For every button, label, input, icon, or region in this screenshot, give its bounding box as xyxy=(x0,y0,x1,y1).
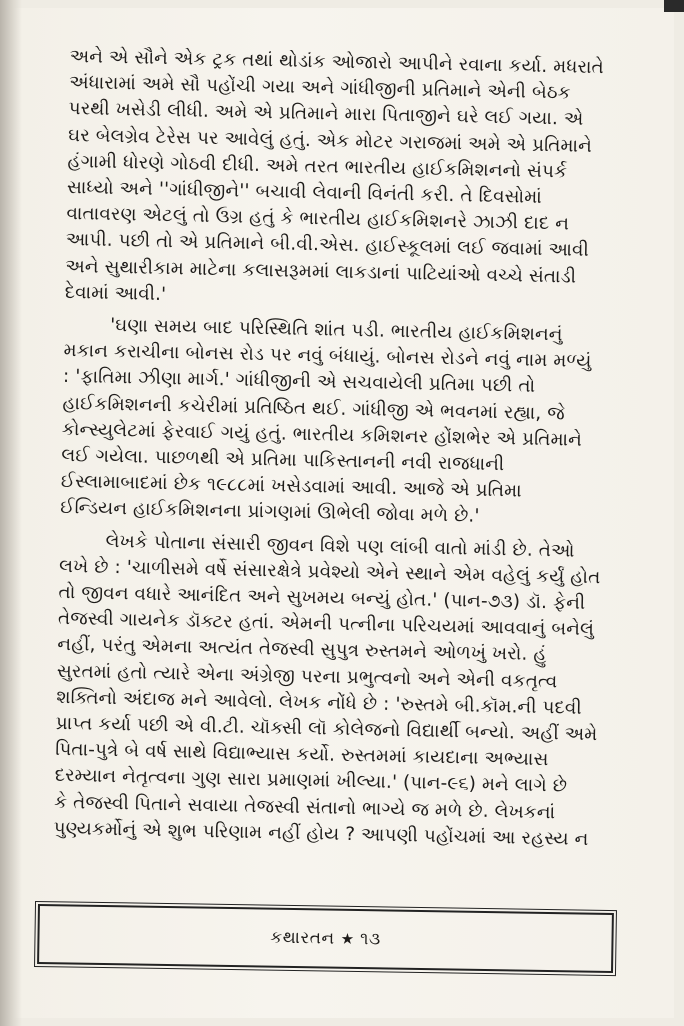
text-line: શક્તિનો અંદાજ મને આવેલો. લેખક નોંધે છે : 'રુસ્તમે બી.કૉમ.ની પદવી xyxy=(56,686,582,719)
text-line: તો જીવન વધારે આનંદિત અને સુખમય બન્યું હોત.' (પાન-૭૩) ડૉ. ફેની xyxy=(58,581,586,614)
text-line: કોન્સ્યુલેટમાં ફેરવાઈ ગયું હતું. ભારતીય કમિશનર હોંશભેર એ પ્રતિમાને xyxy=(61,418,583,451)
text-line: ઈન્ડિયન હાઈકમિશનના પ્રાંગણમાં ઊભેલી જોવા મળે છે.' xyxy=(60,497,480,528)
text-line: દેવામાં આવી.' xyxy=(64,281,167,305)
page-gutter-shadow xyxy=(0,0,22,1026)
page-footer xyxy=(37,904,614,973)
book-title: કથારતન xyxy=(270,927,335,949)
paragraph-start-line: લેખકે પોતાના સંસારી જીવન વિશે પણ લાંબી વાતો માંડી છે. તેઓ xyxy=(105,530,575,562)
text-line: હંગામી ધોરણે ગોઠવી દીધી. અમે તરત ભારતીય હાઈકમિશનનો સંપર્ક xyxy=(67,150,568,183)
text-line: અને સુથારીકામ માટેના કલાસરૂમમાં લાકડાનાં પાટિયાંઓ વચ્ચે સંતાડી xyxy=(65,255,577,288)
text-line: મકાન કરાચીના બોનસ રોડ પર નવું બંધાયું. બોનસ રોડને નવું નામ મળ્યું xyxy=(63,340,592,373)
text-line: અંધારામાં અમે સૌ પહોંચી ગયા અને ગાંધીજીની પ્રતિમાને એની બેઠક xyxy=(68,72,571,104)
text-line: નહીં, પરંતુ એમના અત્યંત તેજસ્વી સુપુત્ર રુસ્તમને ઓળખું ખરો. હું xyxy=(57,634,547,666)
text-line: પરથી ખસેડી લીધી. અમે એ પ્રતિમાને મારા પિતાજીને ઘરે લઈ ગયા. એ xyxy=(68,98,584,131)
text-line: હાઈકમિશનની કચેરીમાં પ્રતિષ્ઠિત થઈ. ગાંધીજી એ ભવનમાં રહ્યા, જે xyxy=(62,392,565,425)
paragraph-start-line: 'ઘણા સમય બાદ પરિસ્થિતિ શાંત પડી. ભારતીય હાઈકમિશનનું xyxy=(109,314,563,346)
text-line: પ્રાપ્ત કર્યા પછી એ વી.ટી. ચૉક્સી લૉ કોલેજનો વિદ્યાર્થી બન્યો. અહીં અમે xyxy=(55,712,598,746)
text-line: દરમ્યાન નેતૃત્વના ગુણ સારા પ્રમાણમાં ખીલ્યા.' (પાન-૯૬) મને લાગે છે xyxy=(54,765,568,798)
text-line: : 'ફાતિમા ઝીણા માર્ગ.' ગાંધીજીની એ સચવાયેલી પ્રતિમા પછી તો xyxy=(62,366,536,398)
text-line: લઈ ગયેલા. પાછળથી એ પ્રતિમા પાકિસ્તાનની નવી રાજધાની xyxy=(61,444,505,476)
body-text xyxy=(53,44,660,854)
text-line: ઘર બેલગ્રેવ ટેરેસ પર આવેલું હતું. એક મોટર ગરાજમાં અમે એ પ્રતિમાને xyxy=(67,124,593,157)
text-line: સાધ્યો અને ''ગાંધીજીને'' બચાવી લેવાની વિનંતી કરી. તે દિવસોમાં xyxy=(66,176,543,208)
text-line: પુણ્યકર્મોનું એ શુભ પરિણામ નહીં હોય ? આપણી પહોંચમાં આ રહસ્ય ન xyxy=(53,817,589,850)
text-line: તેજસ્વી ગાયનેક ડૉક્ટર હતાં. એમની પત્નીના પરિચયમાં આવવાનું બનેલું xyxy=(57,608,595,641)
text-line: કે તેજસ્વી પિતાને સવાયા તેજસ્વી સંતાનો ભાગ્યે જ મળે છે. લેખકનાં xyxy=(53,791,556,824)
star-icon: ★ xyxy=(340,929,355,948)
text-line: પિતા-પુત્રે બે વર્ષ સાથે વિદ્યાભ્યાસ કર્યો. રુસ્તમમાં કાયદાના અભ્યાસ xyxy=(54,739,549,771)
text-line: વાતાવરણ એટલું તો ઉગ્ર હતું કે ભારતીય હાઈકમિશનરે ઝાઝી દાદ ન xyxy=(66,203,570,235)
text-line: આપી. પછી તો એ પ્રતિમાને બી.વી.એસ. હાઈસ્કૂલમાં લઈ જવામાં આવી xyxy=(65,229,590,262)
text-line: અને એ સૌને એક ટ્રક તથાં થોડાંક ઓજારો આપીને રવાના કર્યા. મધરાતે xyxy=(69,45,605,79)
text-line: લખે છે : 'ચાળીસમે વર્ષે સંસારક્ષેત્રે પ્રવેશ્યો એને સ્થાને એમ વહેલું કર્યું હોત xyxy=(58,555,601,589)
text-line: સુરતમાં હતો ત્યારે એના અંગ્રેજી પરના પ્રભુત્વનો અને એની વકતૃત્વ xyxy=(56,660,558,693)
text-line: ઈસ્લામાબાદમાં છેક ૧૯૮૮માં ખસેડવામાં આવી. આજે એ પ્રતિમા xyxy=(60,471,522,502)
scan-corner xyxy=(664,0,684,12)
page-number: ૧૩ xyxy=(359,929,381,950)
